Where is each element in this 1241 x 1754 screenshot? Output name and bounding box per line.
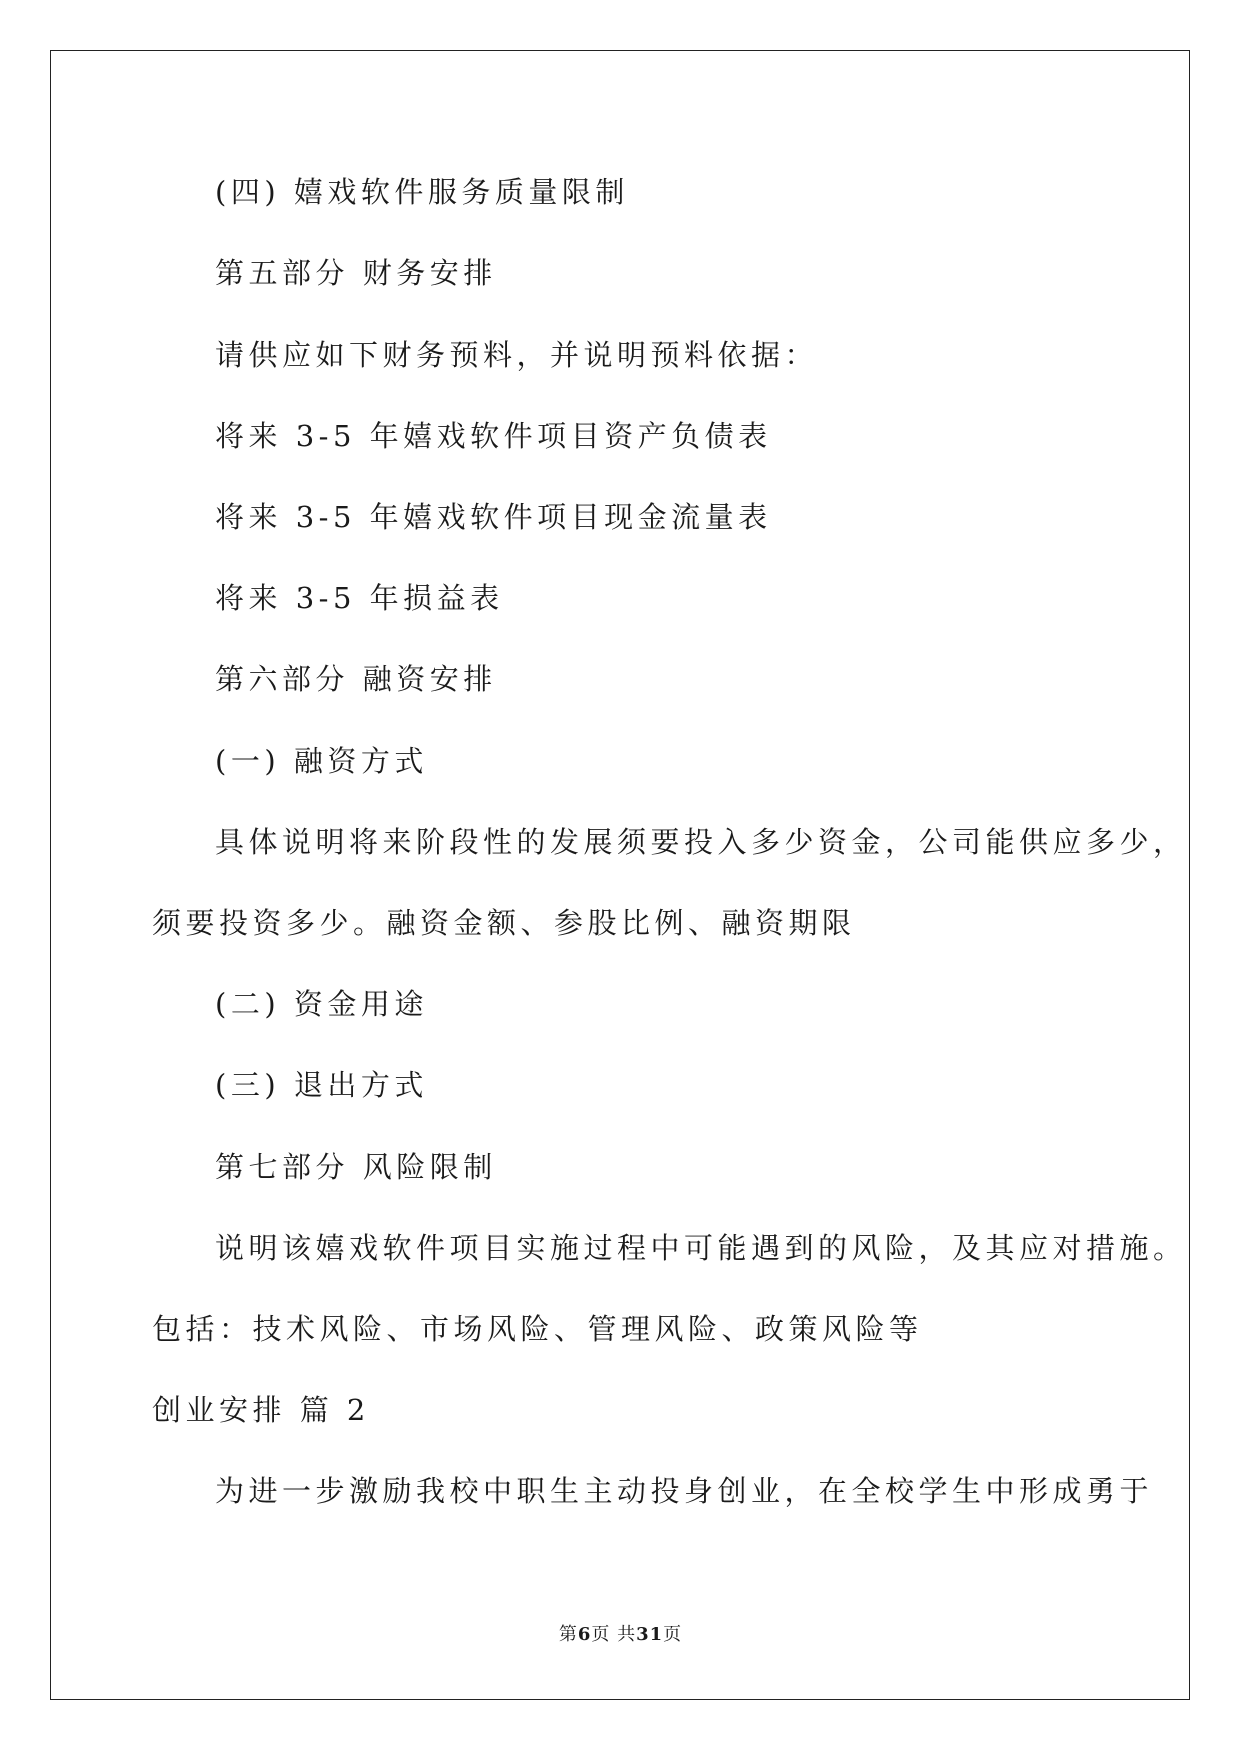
paragraph-intro: 为进一步激励我校中职生主动投身创业，在全校学生中形成勇于 — [215, 1474, 1154, 1508]
section-heading-financing: 第六部分 融资安排 — [215, 662, 497, 696]
footer-prefix: 第 — [558, 1624, 578, 1645]
list-item-cash-flow: 将来 3-5 年嬉戏软件项目现金流量表 — [215, 500, 772, 534]
page-footer — [0, 1620, 1241, 1646]
article-title-part2: 创业安排 篇 2 — [152, 1393, 370, 1427]
footer-suffix: 页 — [663, 1624, 683, 1645]
heading-exit-method: (三) 退出方式 — [215, 1068, 428, 1102]
heading-financing-method: (一) 融资方式 — [215, 744, 428, 778]
list-item-balance-sheet: 将来 3-5 年嬉戏软件项目资产负债表 — [215, 419, 772, 453]
footer-total-pages: 31 — [636, 1624, 664, 1645]
heading-fund-usage: (二) 资金用途 — [215, 987, 428, 1021]
paragraph-finance-request: 请供应如下财务预料，并说明预料依据： — [215, 338, 819, 372]
footer-page-number: 6 — [577, 1624, 592, 1645]
list-item-income-statement: 将来 3-5 年损益表 — [215, 581, 504, 615]
heading-service-quality: (四) 嬉戏软件服务质量限制 — [215, 175, 629, 209]
paragraph-financing-detail-line2: 须要投资多少。融资金额、参股比例、融资期限 — [152, 906, 856, 940]
section-heading-finance: 第五部分 财务安排 — [215, 256, 497, 290]
page-border — [50, 50, 1190, 1700]
paragraph-risk-line1: 说明该嬉戏软件项目实施过程中可能遇到的风险，及其应对措施。 — [215, 1231, 1187, 1265]
footer-mid: 页 共 — [591, 1624, 637, 1645]
section-heading-risk: 第七部分 风险限制 — [215, 1150, 497, 1184]
paragraph-risk-line2: 包括：技术风险、市场风险、管理风险、政策风险等 — [152, 1312, 923, 1346]
paragraph-financing-detail-line1: 具体说明将来阶段性的发展须要投入多少资金，公司能供应多少， — [215, 825, 1187, 859]
